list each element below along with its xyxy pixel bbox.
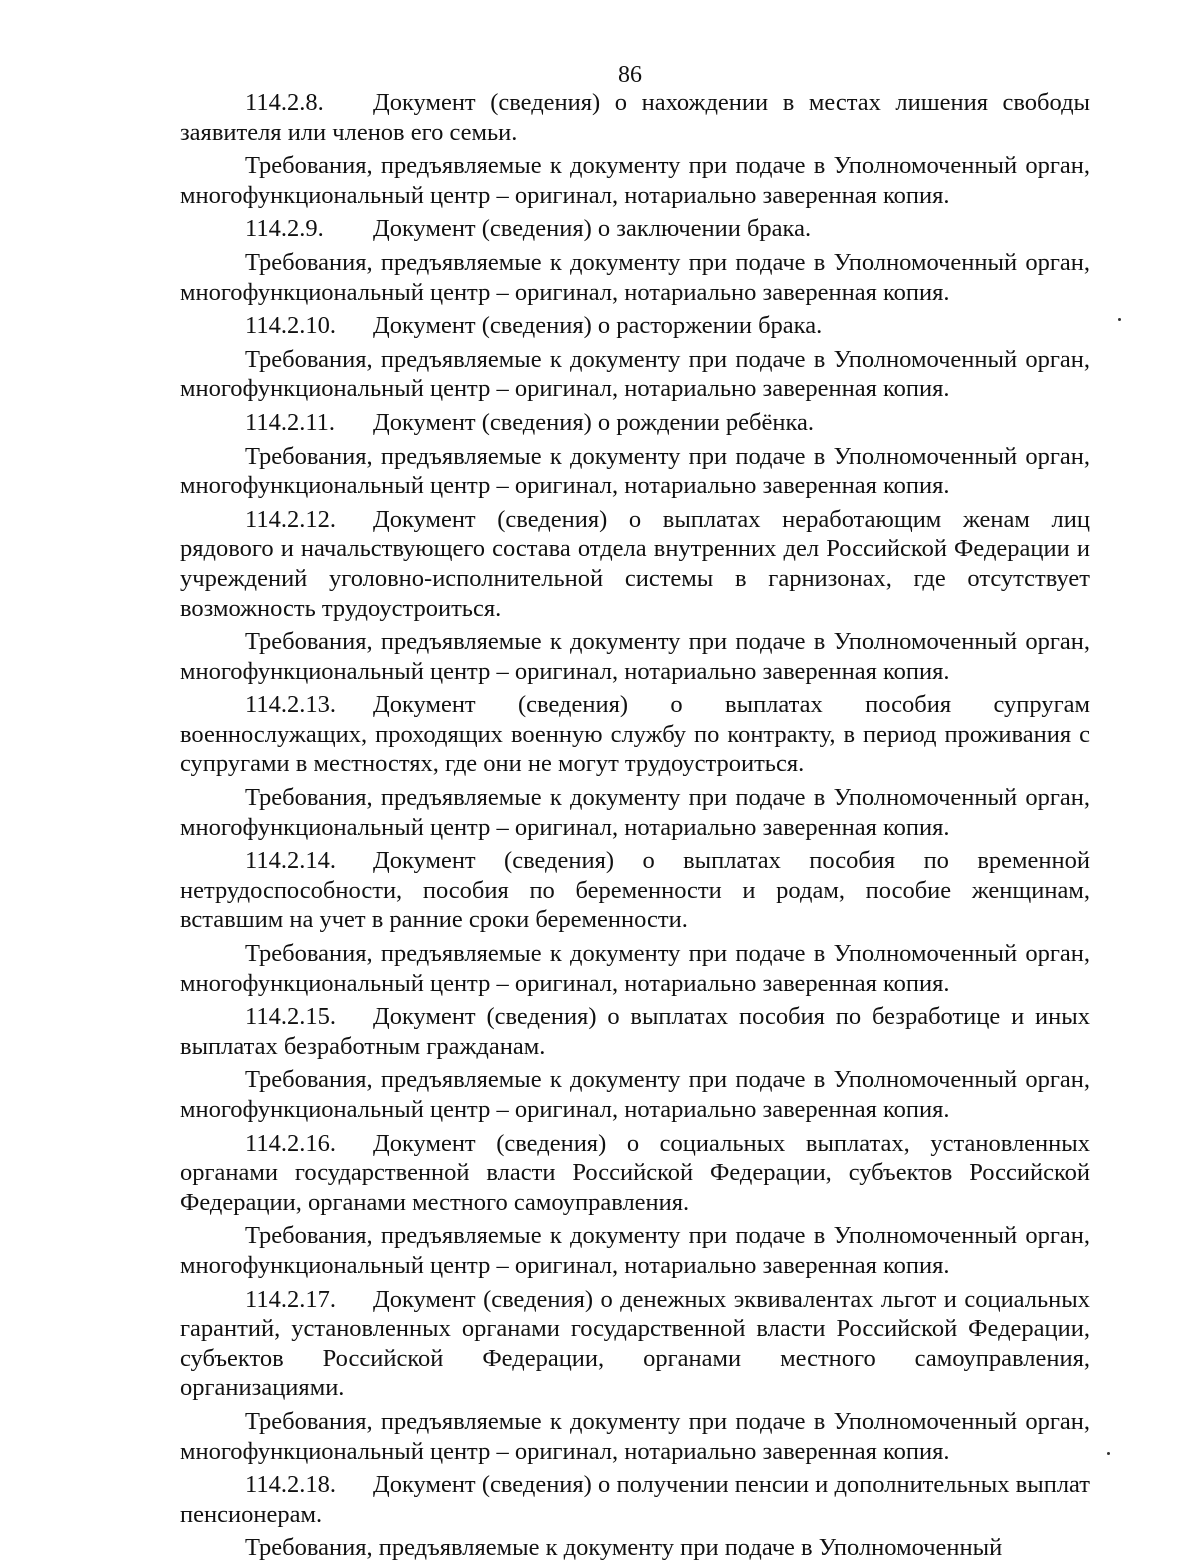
item-number: 114.2.12. xyxy=(245,505,336,533)
page-number: 86 xyxy=(618,62,642,88)
item-114-2-11 xyxy=(180,408,1090,438)
item-number: 114.2.9. xyxy=(245,215,324,243)
item-number: 114.2.10. xyxy=(245,312,336,340)
item-text: Документ (сведения) о выплатах неработающим женам лиц рядового и начальствующего состава отдела внутренних дел Российской Федерации и учреждений уголовно-исполнительной системы в гарнизонах, где отсутствует возможность трудоустроиться. xyxy=(180,505,1090,622)
requirements-paragraph: Требования, предъявляемые к документу при подаче в Уполномоченный орган, многофункциональный центр – оригинал, нотариально заверенная копия. xyxy=(180,1407,1090,1465)
item-114-2-13 xyxy=(180,690,1090,779)
document-body xyxy=(180,88,1090,1563)
item-number: 114.2.18. xyxy=(245,1471,336,1499)
scan-speck xyxy=(1107,1452,1110,1455)
item-114-2-10 xyxy=(180,311,1090,341)
item-114-2-18 xyxy=(180,1470,1090,1529)
requirements-paragraph: Требования, предъявляемые к документу при подаче в Уполномоченный xyxy=(245,1534,1003,1562)
item-text: Документ (сведения) о социальных выплатах, установленных органами государственной власти Российской Федерации, субъектов Российской Федерации, органами местного самоуправления. xyxy=(180,1129,1090,1216)
item-text: Документ (сведения) о расторжении брака. xyxy=(373,312,823,340)
item-text: Документ (сведения) о заключении брака. xyxy=(373,215,812,243)
requirements-paragraph: Требования, предъявляемые к документу при подаче в Уполномоченный орган, многофункциональный центр – оригинал, нотариально заверенная копия. xyxy=(180,940,1090,997)
item-text: Документ (сведения) о рождении ребёнка. xyxy=(373,408,814,436)
scan-speck xyxy=(1118,318,1121,321)
item-text: Документ (сведения) о получении пенсии и дополнительных выплат пенсионерам. xyxy=(180,1471,1090,1528)
item-number: 114.2.11. xyxy=(245,408,336,436)
item-114-2-17 xyxy=(180,1285,1090,1403)
requirements-paragraph: Требования, предъявляемые к документу при подаче в Уполномоченный орган, многофункциональный центр – оригинал, нотариально заверенная копия. xyxy=(180,628,1090,685)
item-number: 114.2.16. xyxy=(245,1129,336,1157)
item-text: Документ (сведения) о выплатах пособия по безработице и иных выплатах безработным гражданам. xyxy=(180,1003,1090,1060)
item-number: 114.2.17. xyxy=(245,1285,336,1313)
requirements-paragraph: Требования, предъявляемые к документу при подаче в Уполномоченный орган, многофункциональный центр – оригинал, нотариально заверенная копия. xyxy=(180,248,1090,306)
requirements-paragraph: Требования, предъявляемые к документу при подаче в Уполномоченный орган, многофункциональный центр – оригинал, нотариально заверенная копия. xyxy=(180,1066,1090,1123)
item-text: Документ (сведения) о денежных эквивалентах льгот и социальных гарантий, установленных органами государственной власти Российской Федерации, субъектов Российской Федерации, органами местного самоуправления, организациями. xyxy=(180,1285,1090,1402)
item-text: Документ (сведения) о выплатах пособия супругам военнослужащих, проходящих военную службу по контракту, в период проживания с супругами в местностях, где они не могут трудоустроиться. xyxy=(180,691,1090,778)
item-114-2-14 xyxy=(180,846,1090,935)
item-114-2-15 xyxy=(180,1002,1090,1061)
requirements-paragraph: Требования, предъявляемые к документу при подаче в Уполномоченный орган, многофункциональный центр – оригинал, нотариально заверенная копия. xyxy=(180,442,1090,500)
requirements-paragraph: Требования, предъявляемые к документу при подаче в Уполномоченный орган, многофункциональный центр – оригинал, нотариально заверенная копия. xyxy=(180,1222,1090,1279)
item-text: Документ (сведения) о выплатах пособия по временной нетрудоспособности, пособия по беременности и родам, пособие женщинам, вставшим на учет в ранние сроки беременности. xyxy=(180,847,1090,934)
item-number: 114.2.8. xyxy=(245,89,324,116)
requirements-paragraph: Требования, предъявляемые к документу при подаче в Уполномоченный орган, многофункциональный центр – оригинал, нотариально заверенная копия. xyxy=(180,345,1090,403)
item-114-2-8 xyxy=(180,88,1090,147)
requirements-paragraph: Требования, предъявляемые к документу при подаче в Уполномоченный орган, многофункциональный центр – оригинал, нотариально заверенная копия. xyxy=(180,152,1090,209)
item-number: 114.2.15. xyxy=(245,1003,336,1031)
requirements-paragraph: Требования, предъявляемые к документу при подаче в Уполномоченный орган, многофункциональный центр – оригинал, нотариально заверенная копия. xyxy=(180,784,1090,841)
item-114-2-9 xyxy=(180,214,1090,244)
item-number: 114.2.13. xyxy=(245,691,336,719)
item-114-2-12 xyxy=(180,505,1090,623)
item-text: Документ (сведения) о нахождении в местах лишения свободы заявителя или членов его семьи. xyxy=(180,89,1090,146)
item-114-2-16 xyxy=(180,1129,1090,1218)
item-number: 114.2.14. xyxy=(245,847,336,875)
